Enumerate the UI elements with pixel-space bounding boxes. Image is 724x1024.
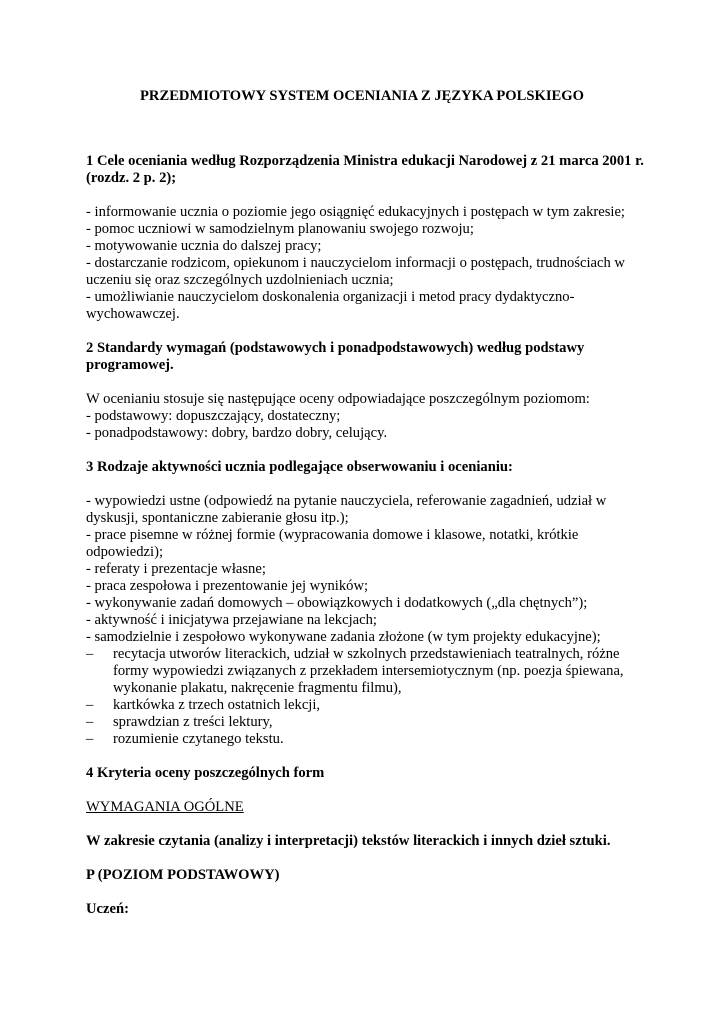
section-4-level: P (POZIOM PODSTAWOWY) (86, 867, 280, 883)
list-item: - pomoc uczniowi w samodzielnym planowaniu swojego rozwoju; (86, 221, 474, 237)
section-3-list (86, 493, 646, 748)
list-item: - praca zespołowa i prezentowanie jej wyników; (86, 578, 369, 594)
list-item: - motywowanie ucznia do dalszej pracy; (86, 238, 322, 254)
bullet-item (86, 714, 646, 731)
document-title: PRZEDMIOTOWY SYSTEM OCENIANIA Z JĘZYKA POLSKIEGO (140, 88, 584, 104)
dash-bullet: – (86, 646, 94, 662)
section-2-intro: W ocenianiu stosuje się następujące oceny odpowiadające poszczególnym poziomom: (86, 391, 590, 407)
list-item: - aktywność i inicjatywa przejawiane na lekcjach; (86, 612, 377, 628)
list-item: - informowanie ucznia o poziomie jego osiągnięć edukacyjnych i postępach w tym zakresie; (86, 204, 625, 220)
dash-bullet: – (86, 697, 94, 713)
list-item: - referaty i prezentacje własne; (86, 561, 266, 577)
list-item: - wypowiedzi ustne (odpowiedź na pytanie nauczyciela, referowanie zagadnień, udział w dyskusji, spontaniczne zabieranie głosu itp.); (86, 493, 607, 526)
list-item: - podstawowy: dopuszczający, dostateczny; (86, 408, 341, 424)
bullet-item (86, 731, 646, 748)
bullet-item (86, 646, 646, 697)
list-item: - ponadpodstawowy: dobry, bardzo dobry, celujący. (86, 425, 388, 441)
list-item: - wykonywanie zadań domowych – obowiązkowych i dodatkowych („dla chętnych”); (86, 595, 588, 611)
section-4-scope: W zakresie czytania (analizy i interpretacji) tekstów literackich i innych dzieł sztuki. (86, 833, 611, 849)
dash-bullet: – (86, 731, 94, 747)
section-2-heading: 2 Standardy wymagań (podstawowych i ponadpodstawowych) według podstawy programowej. (86, 340, 585, 373)
bullet-text: kartkówka z trzech ostatnich lekcji, (113, 697, 321, 713)
list-item: - dostarczanie rodzicom, opiekunom i nauczycielom informacji o postępach, trudnościach w uczeniu się oraz szczególnych uzdolnieniach ucznia; (86, 255, 625, 288)
section-1-heading: 1 Cele oceniania według Rozporządzenia Ministra edukacji Narodowej z 21 marca 2001 r. (rozdz. 2 p. 2); (86, 153, 644, 186)
list-item: - samodzielnie i zespołowo wykonywane zadania złożone (w tym projekty edukacyjne); (86, 629, 601, 645)
document-body (86, 153, 646, 918)
list-item: - prace pisemne w różnej formie (wypracowania domowe i klasowe, notatki, krótkie odpowiedzi); (86, 527, 579, 560)
section-3-heading: 3 Rodzaje aktywności ucznia podlegające obserwowaniu i ocenianiu: (86, 459, 513, 475)
bullet-text: rozumienie czytanego tekstu. (113, 731, 284, 747)
section-4-subheading: WYMAGANIA OGÓLNE (86, 799, 244, 815)
bullet-text: recytacja utworów literackich, udział w szkolnych przedstawieniach teatralnych, różne formy wypowiedzi związanych z przekładem intersemiotycznym (np. poezja śpiewana, wykonanie plakatu, nakręcenie fragmentu filmu), (113, 646, 624, 696)
section-4-student: Uczeń: (86, 901, 129, 917)
bullet-item (86, 697, 646, 714)
bullet-text: sprawdzian z treści lektury, (113, 714, 273, 730)
list-item: - umożliwianie nauczycielom doskonalenia organizacji i metod pracy dydaktyczno-wychowawczej. (86, 289, 575, 322)
section-4-heading: 4 Kryteria oceny poszczególnych form (86, 765, 325, 781)
dash-bullet: – (86, 714, 94, 730)
section-1-list (86, 204, 646, 323)
